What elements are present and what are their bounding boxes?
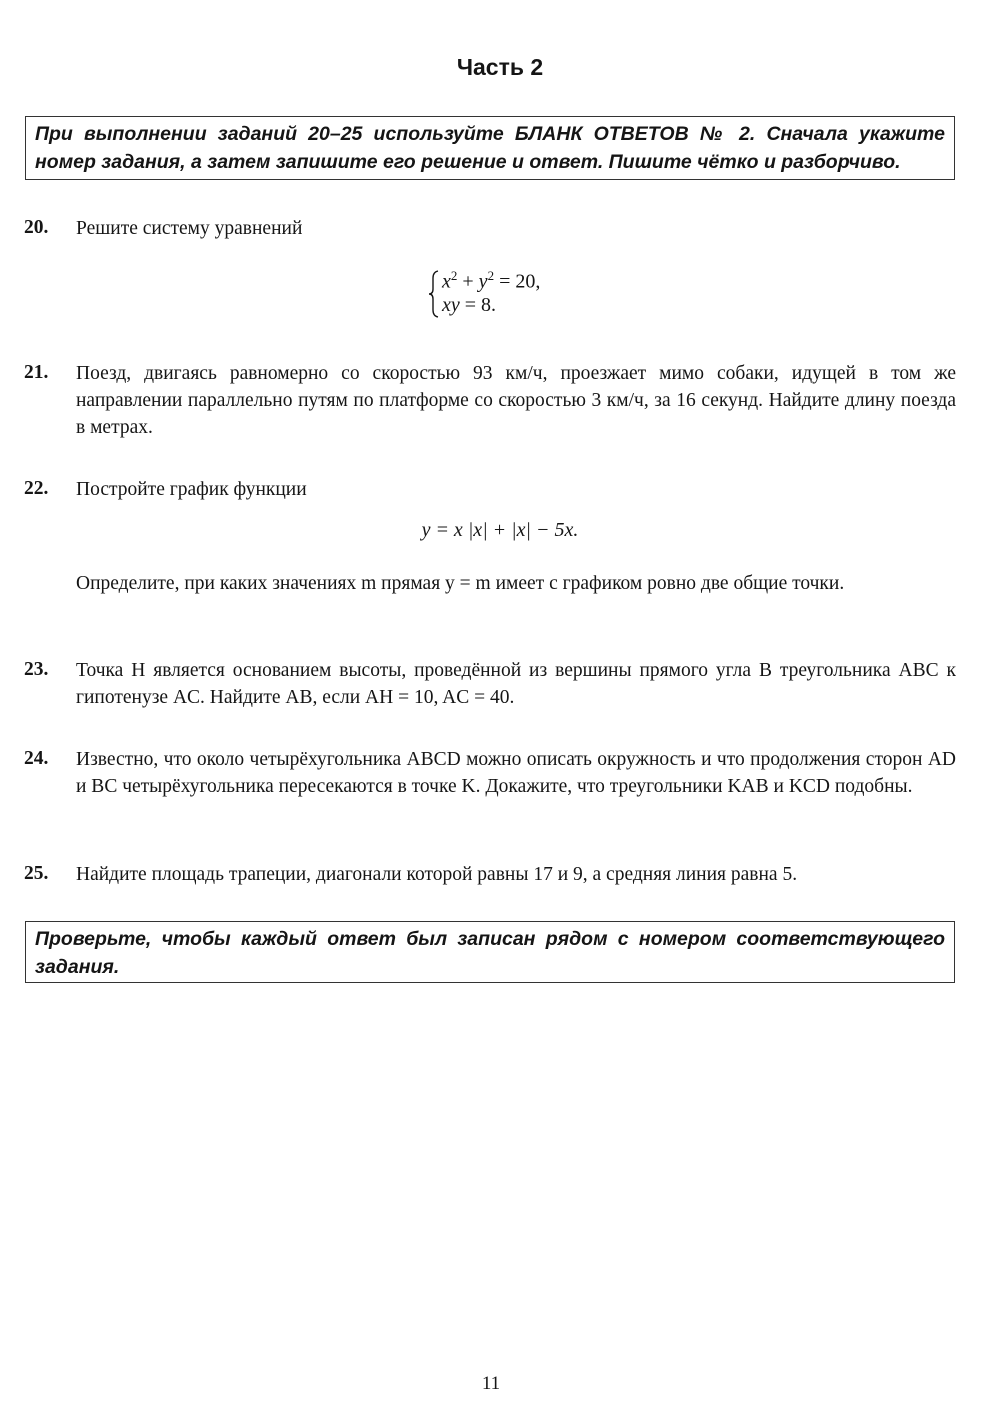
- task-22-text: Постройте график функции: [76, 479, 307, 500]
- task-21-text: Поезд, двигаясь равномерно со скоростью 93 км/ч, проезжает мимо собаки, идущей в том же направлении параллельно путям по платформе со скоростью 3 км/ч, за 16 секунд. Найдите длину поезда в метрах.: [76, 363, 956, 438]
- task-20-text: Решите систему уравнений: [76, 218, 303, 239]
- task-20-equation-1: $x^2 + y^2 = 20$,: [442, 268, 541, 293]
- page-number: 11: [481, 1373, 501, 1394]
- task-23-text: Точка H является основанием высоты, проведённой из вершины прямого угла B треугольника ABC к гипотенузе AC. Найдите AB, если AH = 10, AC = 40.: [76, 660, 956, 708]
- task-24-text: Известно, что около четырёхугольника ABCD можно описать окружность и что продолжения сторон AD и BC четырёхугольника пересекаются в точке K. Докажите, что треугольники KAB и KCD подобны.: [76, 749, 956, 797]
- task-25-number: 25.: [24, 863, 49, 884]
- task-20-number: 20.: [24, 217, 49, 238]
- task-22-text-2: Определите, при каких значениях m прямая y = m имеет с графиком ровно две общие точки.: [76, 573, 845, 594]
- task-20-equation-2-rhs: = 8.: [464, 294, 497, 316]
- page-title: Часть 2: [456, 54, 544, 80]
- task-22-formula: y = x |x| + |x| − 5x.: [421, 519, 579, 541]
- task-22-number: 22.: [24, 478, 49, 499]
- task-20-equation-system: [428, 268, 628, 324]
- instructions-box-top: При выполнении заданий 20–25 используйте БЛАНК ОТВЕТОВ № 2. Сначала укажите номер задания, а затем запишите его решение и ответ. Пишите чётко и разборчиво.: [25, 116, 955, 180]
- task-23-number: 23.: [24, 659, 49, 680]
- task-24-number: 24.: [24, 748, 49, 769]
- task-21-number: 21.: [24, 362, 49, 383]
- task-20-equation-2: xy = 8.: [442, 294, 497, 316]
- task-25-text: Найдите площадь трапеции, диагонали которой равны 17 и 9, а средняя линия равна 5.: [76, 864, 798, 885]
- task-20-equation-1-rhs: = 20,: [499, 270, 541, 293]
- instructions-box-bottom: Проверьте, чтобы каждый ответ был записан рядом с номером соответствующего задания.: [25, 921, 955, 983]
- curly-brace-icon: [428, 270, 440, 318]
